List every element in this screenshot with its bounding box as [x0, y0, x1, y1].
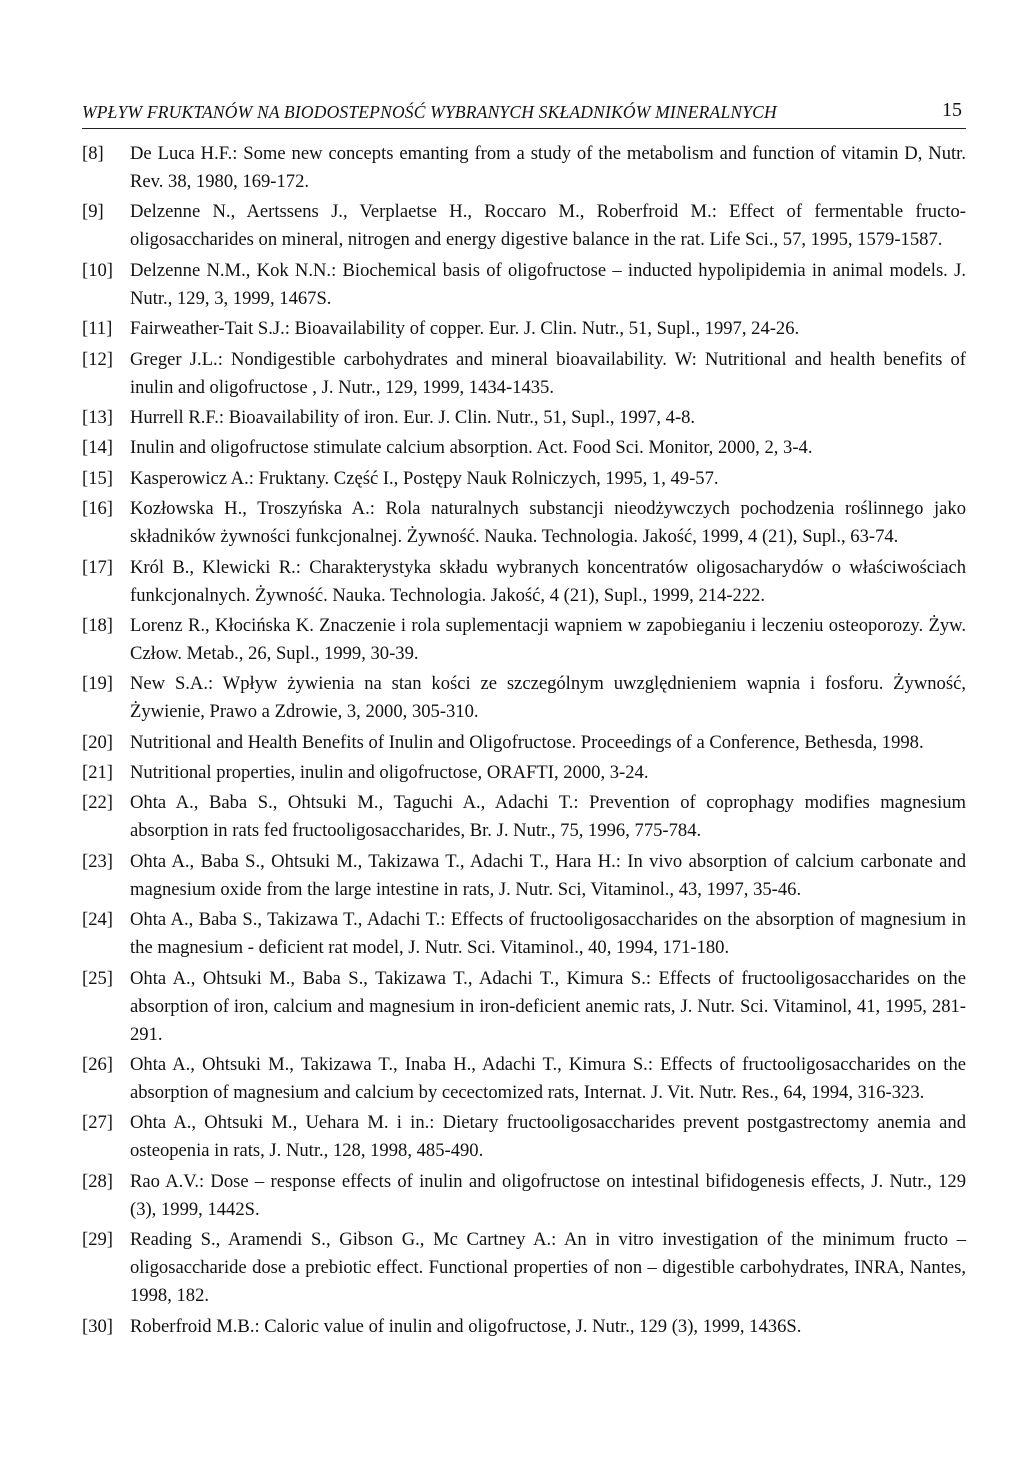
- reference-text: Nutritional properties, inulin and oligofructose, ORAFTI, 2000, 3-24.: [130, 762, 649, 784]
- reference-number: [15]: [82, 467, 113, 489]
- running-header: [82, 94, 966, 129]
- reference-item: [82, 759, 966, 787]
- reference-text: Kozłowska H., Troszyńska A.: Rola naturalnych substancji nieodżywczych pochodzenia roślinnego jako składników żywności funkcjonalnej. Żywność. Nauka. Technologia. Jakość, 1999, 4 (21), Supl., 63-74.: [130, 498, 966, 548]
- reference-number: [19]: [82, 673, 113, 695]
- reference-number: [24]: [82, 909, 113, 931]
- reference-number: [14]: [82, 437, 113, 459]
- reference-text: Delzenne N.M., Kok N.N.: Biochemical basis of oligofructose – inducted hypolipidemia in animal models. J. Nutr., 129, 3, 1999, 1467S.: [130, 259, 966, 309]
- reference-item: [82, 789, 966, 845]
- reference-text: Greger J.L.: Nondigestible carbohydrates and mineral bioavailability. W: Nutritional and health benefits of inulin and oligofructose , J. Nutr., 129, 1999, 1434-1435.: [130, 348, 966, 398]
- reference-item: [82, 554, 966, 610]
- reference-item: [82, 1226, 966, 1310]
- reference-item: [82, 1313, 966, 1341]
- reference-item: [82, 140, 966, 196]
- reference-text: De Luca H.F.: Some new concepts emanting from a study of the metabolism and function of vitamin D, Nutr. Rev. 38, 1980, 169-172.: [130, 143, 966, 192]
- page-number: 15: [942, 99, 962, 121]
- reference-list: [82, 140, 966, 1343]
- reference-text: Ohta A., Ohtsuki M., Uehara M. i in.: Dietary fructooligosaccharides prevent postgastrectomy anemia and osteopenia in rats, J. Nutr., 128, 1998, 485-490.: [130, 1112, 966, 1162]
- reference-item: [82, 315, 966, 343]
- reference-number: [17]: [82, 556, 113, 578]
- reference-number: [25]: [82, 967, 113, 989]
- reference-item: [82, 1109, 966, 1165]
- reference-item: [82, 612, 966, 668]
- reference-number: [28]: [82, 1170, 113, 1192]
- reference-item: [82, 670, 966, 726]
- reference-text: New S.A.: Wpływ żywienia na stan kości ze szczególnym uwzględnieniem wapnia i fosforu. Żywność, Żywienie, Prawo a Zdrowie, 3, 2000, 305-310.: [130, 673, 966, 723]
- reference-text: Ohta A., Baba S., Ohtsuki M., Takizawa T., Adachi T., Hara H.: In vivo absorption of calcium carbonate and magnesium oxide from the large intestine in rats, J. Nutr. Sci, Vitaminol., 43, 1997, 35-46.: [130, 850, 966, 900]
- reference-text: Lorenz R., Kłocińska K. Znaczenie i rola suplementacji wapniem w zapobieganiu i leczeniu osteoporozy. Żyw. Człow. Metab., 26, Supl., 1999, 30-39.: [130, 614, 966, 664]
- reference-number: [23]: [82, 850, 113, 872]
- reference-item: [82, 346, 966, 402]
- reference-text: Hurrell R.F.: Bioavailability of iron. Eur. J. Clin. Nutr., 51, Supl., 1997, 4-8.: [130, 406, 696, 428]
- reference-number: [21]: [82, 762, 113, 784]
- reference-number: [20]: [82, 731, 113, 753]
- reference-text: Kasperowicz A.: Fruktany. Część I., Postępy Nauk Rolniczych, 1995, 1, 49-57.: [130, 467, 719, 489]
- reference-text: Inulin and oligofructose stimulate calcium absorption. Act. Food Sci. Monitor, 2000, 2, 3-4.: [130, 437, 813, 459]
- reference-item: [82, 1051, 966, 1107]
- reference-number: [22]: [82, 792, 113, 814]
- reference-item: [82, 257, 966, 313]
- reference-item: [82, 965, 966, 1049]
- reference-item: [82, 848, 966, 904]
- reference-text: Król B., Klewicki R.: Charakterystyka składu wybranych koncentratów oligosacharydów o właściwościach funkcjonalnych. Żywność. Nauka. Technologia. Jakość, 4 (21), Supl., 1999, 214-222.: [130, 556, 966, 606]
- reference-number: [29]: [82, 1229, 113, 1251]
- reference-item: [82, 404, 966, 432]
- reference-text: Ohta A., Baba S., Ohtsuki M., Taguchi A., Adachi T.: Prevention of coprophagy modifies magnesium absorption in rats fed fructooligosaccharides, Br. J. Nutr., 75, 1996, 775-784.: [130, 792, 966, 842]
- reference-text: Roberfroid M.B.: Caloric value of inulin and oligofructose, J. Nutr., 129 (3), 1999, 1436S.: [130, 1315, 802, 1337]
- reference-item: [82, 495, 966, 551]
- reference-item: [82, 906, 966, 962]
- reference-number: [11]: [82, 318, 113, 340]
- reference-number: [27]: [82, 1112, 113, 1134]
- reference-item: [82, 465, 966, 493]
- reference-text: Ohta A., Baba S., Takizawa T., Adachi T.: Effects of fructooligosaccharides on the absorption of magnesium in the magnesium - deficient rat model, J. Nutr. Sci. Vitaminol., 40, 1994, 171-180.: [130, 909, 966, 959]
- reference-item: [82, 198, 966, 254]
- reference-text: Fairweather-Tait S.J.: Bioavailability of copper. Eur. J. Clin. Nutr., 51, Supl., 1997, 24-26.: [130, 318, 800, 340]
- reference-number: [8]: [82, 143, 104, 164]
- reference-number: [13]: [82, 406, 113, 428]
- reference-number: [9]: [82, 201, 104, 223]
- reference-text: Reading S., Aramendi S., Gibson G., Mc Cartney A.: An in vitro investigation of the minimum fructo – oligosaccharide dose a prebiotic effect. Functional properties of non – digestible carbohydrates, INRA, Nantes, 1998, 182.: [130, 1229, 966, 1307]
- reference-number: [16]: [82, 498, 113, 520]
- reference-number: [18]: [82, 614, 113, 636]
- reference-number: [30]: [82, 1315, 113, 1337]
- reference-number: [10]: [82, 259, 113, 281]
- reference-number: [26]: [82, 1054, 113, 1076]
- reference-item: [82, 434, 966, 462]
- reference-item: [82, 1168, 966, 1224]
- reference-text: Delzenne N., Aertssens J., Verplaetse H., Roccaro M., Roberfroid M.: Effect of fermentable fructo-oligosaccharides on mineral, nitrogen and energy digestive balance in the rat. Life Sci., 57, 1995, 1579-1587.: [130, 201, 966, 251]
- reference-text: Ohta A., Ohtsuki M., Baba S., Takizawa T., Adachi T., Kimura S.: Effects of fructooligosaccharides on the absorption of iron, calcium and magnesium in iron-deficient anemic rats, J. Nutr. Sci. Vitaminol, 41, 1995, 281-291.: [130, 967, 966, 1045]
- reference-text: Rao A.V.: Dose – response effects of inulin and oligofructose on intestinal bifidogenesis effects, J. Nutr., 129 (3), 1999, 1442S.: [130, 1170, 966, 1220]
- reference-number: [12]: [82, 348, 113, 370]
- reference-text: Nutritional and Health Benefits of Inulin and Oligofructose. Proceedings of a Conference, Bethesda, 1998.: [130, 731, 924, 753]
- reference-text: Ohta A., Ohtsuki M., Takizawa T., Inaba H., Adachi T., Kimura S.: Effects of fructooligosaccharides on the absorption of magnesium and calcium by cecectomized rats, Internat. J. Vit. Nutr. Res., 64, 1994, 316-323.: [130, 1054, 966, 1104]
- running-header-title: WPŁYW FRUKTANÓW NA BIODOSTEPNOŚĆ WYBRANYCH SKŁADNIKÓW MINERALNYCH: [82, 102, 777, 122]
- reference-item: [82, 729, 966, 757]
